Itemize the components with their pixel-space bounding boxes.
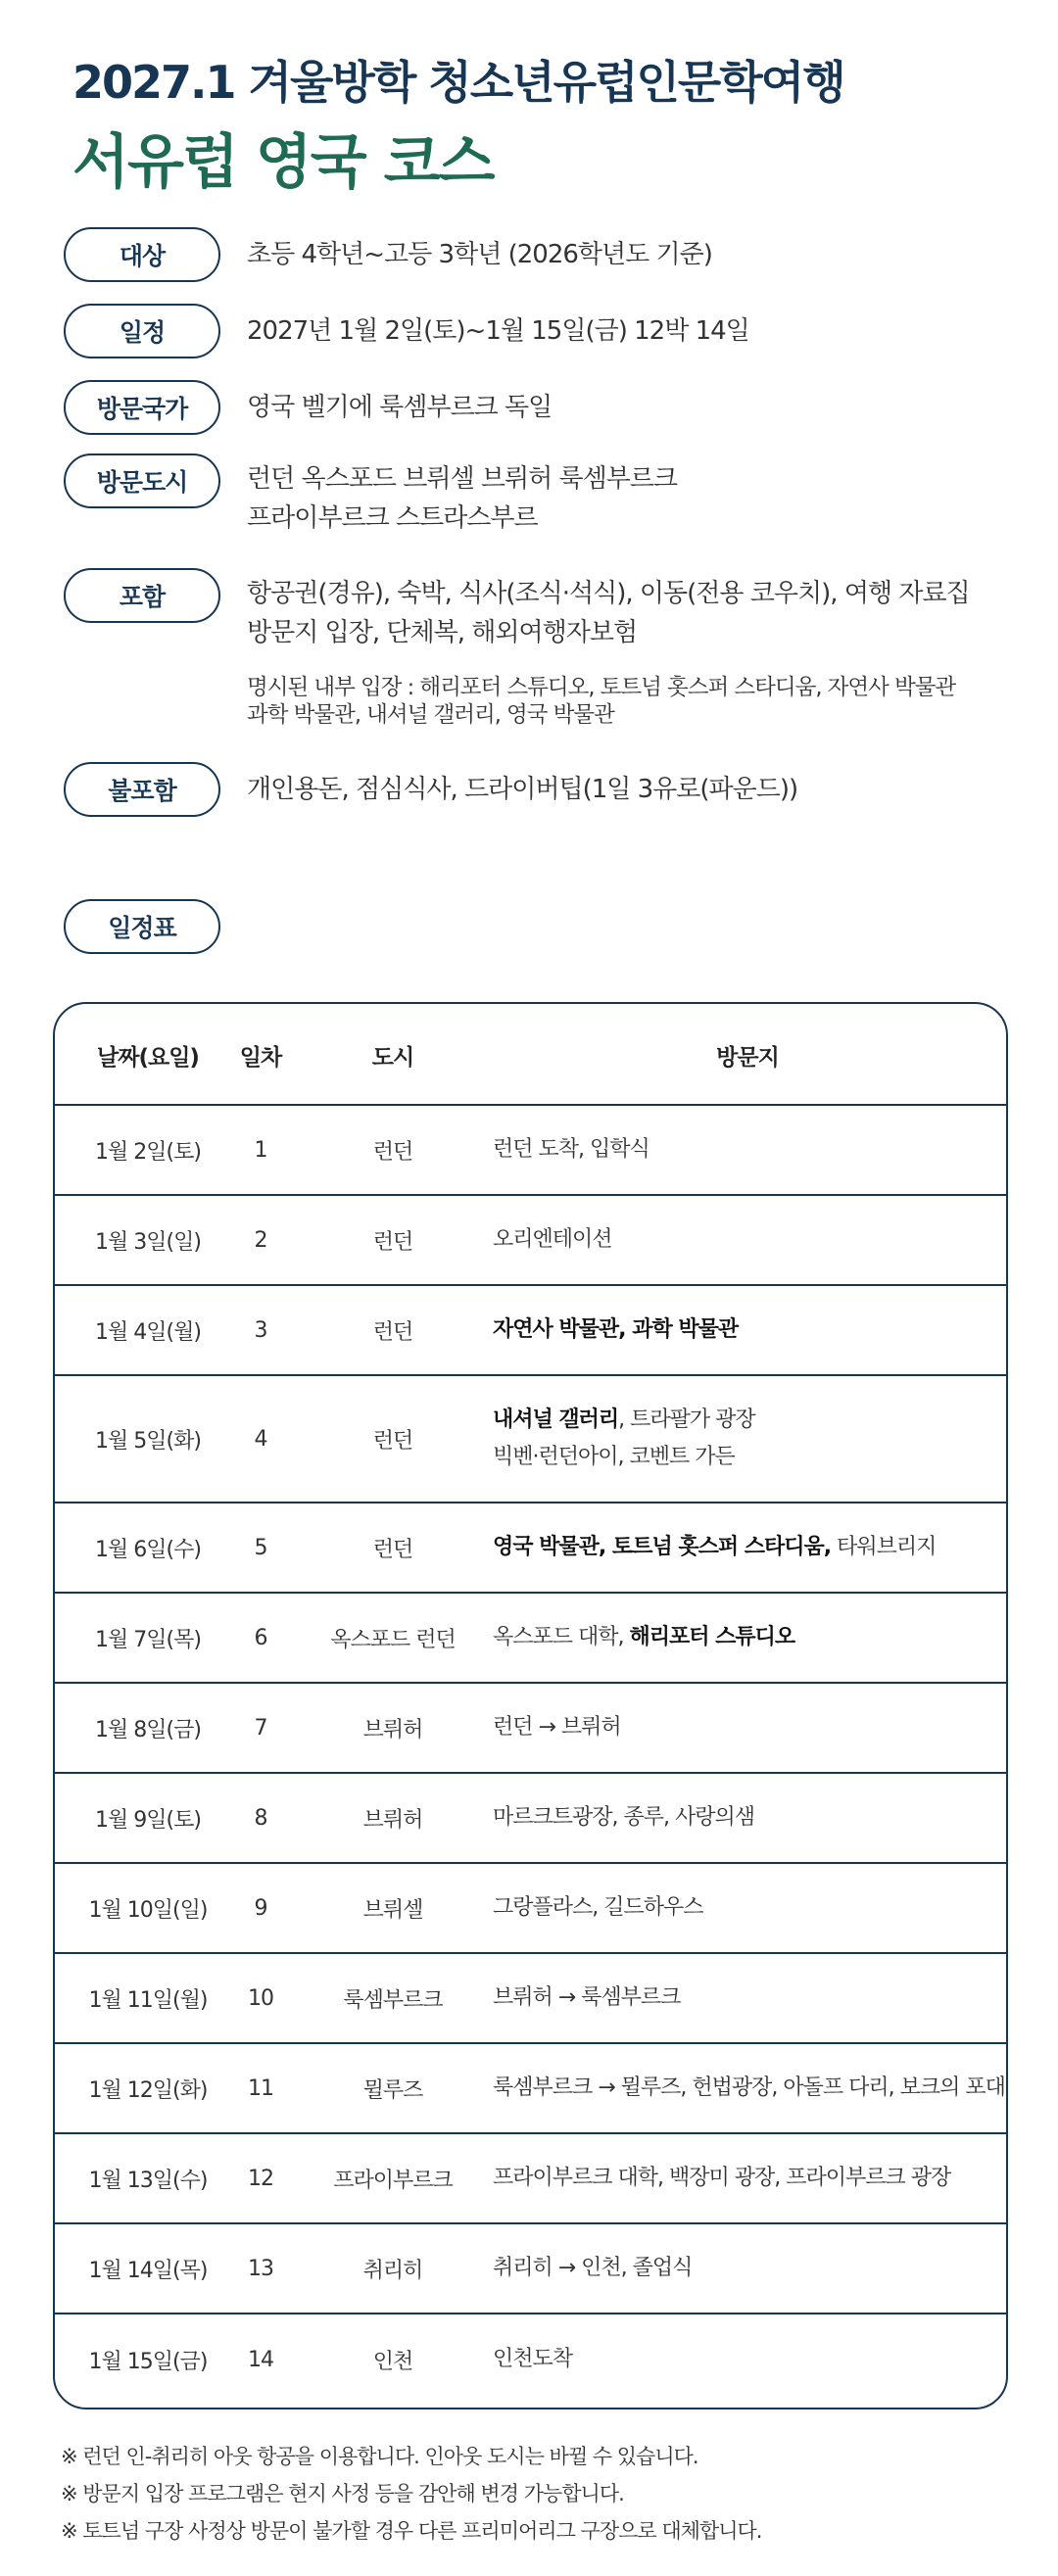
cell-day: 7 [254, 1715, 267, 1741]
cell-day: 12 [248, 2166, 273, 2191]
cell-city: 브뤼셀 [362, 1897, 423, 1923]
info-value: 2027년 1월 2일(토)~1월 15일(금) 12박 14일 [247, 316, 749, 346]
cell-date: 1월 13일(수) [88, 2168, 208, 2193]
cell-city: 런던 [372, 1537, 413, 1562]
table-row [55, 1774, 1006, 1864]
cell-place [493, 1376, 1002, 1502]
cell-city: 룩셈부르크 [343, 1987, 443, 2013]
table-header [55, 1004, 1006, 1106]
cell-day: 13 [248, 2256, 273, 2281]
label-pill: 포함 [64, 568, 220, 623]
cell-place [493, 2224, 1002, 2313]
cell-day: 4 [254, 1426, 267, 1452]
cell-date: 1월 3일(일) [95, 1229, 201, 1255]
cell-city: 뮐루즈 [362, 2077, 423, 2103]
cell-date: 1월 12일(화) [88, 2077, 208, 2103]
cell-place [493, 2314, 1002, 2405]
place-text: 취리히 → 인천, 졸업식 [493, 2256, 693, 2280]
place-line [493, 2341, 572, 2378]
place-text: 프라이부르크 대학, 백장미 광장, 프라이부르크 광장 [493, 2166, 951, 2190]
label-pill: 일정표 [64, 899, 220, 954]
place-text: 룩셈부르크 → 뮐루즈, 헌법광장, 아돌프 다리, 보크의 포대 [493, 2075, 1005, 2100]
place-line [493, 1529, 936, 1566]
place-text: 런던 도착, 입학식 [493, 1137, 649, 1162]
header-city: 도시 [371, 1044, 414, 1071]
place-text: 타워브리지 [831, 1535, 937, 1559]
cell-date: 1월 14일(목) [88, 2258, 208, 2283]
cell-city: 프라이부르크 [333, 2168, 453, 2193]
cell-city: 런던 [372, 1319, 413, 1345]
cell-place [493, 1864, 1002, 1952]
cell-day: 2 [254, 1227, 267, 1253]
cell-place [493, 1594, 1002, 1682]
cell-place [493, 1106, 1002, 1194]
info-subnote: 과학 박물관, 내셔널 갤러리, 영국 박물관 [247, 702, 614, 728]
place-line [493, 1980, 680, 2017]
cell-city: 옥스포드 런던 [330, 1627, 456, 1652]
cell-date: 1월 7일(목) [95, 1627, 201, 1652]
cell-place [493, 1286, 1002, 1374]
place-line [493, 1402, 755, 1439]
schedule-table [53, 1002, 1008, 2409]
cell-date: 1월 15일(금) [88, 2349, 208, 2374]
cell-city: 브뤼허 [362, 1807, 423, 1833]
place-text: , 트라팔가 광장 [618, 1407, 755, 1432]
place-line [493, 1439, 735, 1476]
cell-day: 5 [254, 1535, 267, 1560]
place-line [493, 1312, 738, 1349]
cell-city: 런던 [372, 1139, 413, 1165]
info-value: 프라이부르크 스트라스부르 [247, 503, 538, 533]
label-pill: 방문도시 [64, 453, 220, 508]
table-row [55, 2224, 1006, 2314]
place-text: 인천도착 [493, 2347, 573, 2371]
cell-city: 취리히 [362, 2258, 423, 2283]
info-subnote: 명시된 내부 입장 : 해리포터 스튜디오, 토트넘 홋스퍼 스타디움, 자연사 박물관 [247, 675, 956, 700]
table-row [55, 2314, 1006, 2405]
header-place: 방문지 [716, 1044, 779, 1071]
place-text: 옥스포드 대학, [493, 1625, 630, 1649]
table-row [55, 2044, 1006, 2134]
cell-day: 3 [254, 1317, 267, 1343]
label-pill: 불포함 [64, 762, 220, 817]
place-line [493, 2160, 950, 2197]
place-text: 마르크트광장, 종루, 사랑의샘 [493, 1805, 754, 1830]
cell-city: 런던 [372, 1428, 413, 1454]
page-title-line1: 2027.1 겨울방학 청소년유럽인문학여행 [72, 56, 844, 109]
table-row [55, 1286, 1006, 1376]
info-value: 항공권(경유), 숙박, 식사(조식·석식), 이동(전용 코우치), 여행 자료집 [247, 579, 970, 608]
footnote: ※ 런던 인-취리히 아웃 항공을 이용합니다. 인아웃 도시는 바뀔 수 있습니다. [61, 2445, 698, 2468]
table-row [55, 1954, 1006, 2044]
cell-city: 브뤼허 [362, 1717, 423, 1742]
label-pill: 일정 [64, 304, 220, 358]
cell-date: 1월 5일(화) [95, 1428, 201, 1454]
place-highlight: 자연사 박물관, 과학 박물관 [493, 1317, 739, 1342]
table-row [55, 1503, 1006, 1594]
footnote: ※ 토트넘 구장 사정상 방문이 불가할 경우 다른 프리미어리그 구장으로 대체합니다. [61, 2519, 762, 2543]
info-value: 개인용돈, 점심식사, 드라이버팁(1일 3유로(파운드)) [247, 775, 798, 804]
info-value: 방문지 입장, 단체복, 해외여행자보험 [247, 618, 638, 647]
table-row [55, 2134, 1006, 2224]
cell-city: 런던 [372, 1229, 413, 1255]
label-pill: 방문국가 [64, 380, 220, 435]
table-row [55, 1594, 1006, 1684]
cell-date: 1월 11일(월) [88, 1987, 208, 2013]
place-highlight: 내셔널 갤러리 [493, 1407, 619, 1432]
cell-date: 1월 9일(토) [95, 1807, 201, 1833]
table-row [55, 1376, 1006, 1503]
cell-day: 10 [248, 1985, 273, 2011]
label-pill: 대상 [64, 227, 220, 282]
place-line [493, 1619, 794, 1656]
footnote: ※ 방문지 입장 프로그램은 현지 사정 등을 감안해 변경 가능합니다. [61, 2482, 624, 2505]
info-value: 영국 벨기에 룩셈부르크 독일 [247, 393, 553, 422]
place-highlight: 영국 박물관, 토트넘 홋스퍼 스타디움, [493, 1535, 832, 1559]
table-row [55, 1106, 1006, 1196]
place-text: 브뤼허 → 룩셈부르크 [493, 1985, 681, 2010]
place-line [493, 2070, 1005, 2107]
place-text: 런던 → 브뤼허 [493, 1715, 621, 1740]
place-text: 빅벤·런던아이, 코벤트 가든 [493, 1445, 735, 1469]
place-text: 그랑플라스, 길드하우스 [493, 1895, 703, 1920]
cell-place [493, 1503, 1002, 1592]
cell-place [493, 1954, 1002, 2042]
cell-date: 1월 2일(토) [95, 1139, 201, 1165]
cell-day: 9 [254, 1895, 267, 1921]
cell-day: 11 [248, 2075, 273, 2101]
table-row [55, 1196, 1006, 1286]
cell-place [493, 2044, 1005, 2132]
cell-place [493, 1684, 1002, 1772]
cell-day: 6 [254, 1625, 267, 1650]
cell-day: 14 [248, 2347, 273, 2372]
place-highlight: 해리포터 스튜디오 [629, 1625, 795, 1649]
place-line [493, 1799, 754, 1837]
place-line [493, 1709, 621, 1746]
page-title-line2: 서유럽 영국 코스 [72, 128, 494, 197]
info-value: 초등 4학년~고등 3학년 (2026학년도 기준) [247, 240, 712, 269]
cell-place [493, 1774, 1002, 1862]
cell-place [493, 1196, 1002, 1284]
table-row [55, 1684, 1006, 1774]
header-date: 날짜(요일) [97, 1044, 199, 1071]
place-line [493, 1221, 612, 1259]
cell-place [493, 2134, 1002, 2222]
table-row [55, 1864, 1006, 1954]
cell-day: 8 [254, 1805, 267, 1831]
cell-day: 1 [254, 1137, 267, 1163]
place-line [493, 1131, 649, 1169]
cell-date: 1월 10일(일) [88, 1897, 208, 1923]
cell-date: 1월 8일(금) [95, 1717, 201, 1742]
cell-date: 1월 4일(월) [95, 1319, 201, 1345]
info-value: 런던 옥스포드 브뤼셀 브뤼허 룩셈부르크 [247, 464, 678, 494]
cell-city: 인천 [372, 2349, 413, 2374]
place-line [493, 1889, 703, 1927]
place-line [493, 2250, 692, 2287]
place-text: 오리엔테이션 [493, 1227, 612, 1252]
header-day: 일차 [239, 1044, 282, 1071]
cell-date: 1월 6일(수) [95, 1537, 201, 1562]
